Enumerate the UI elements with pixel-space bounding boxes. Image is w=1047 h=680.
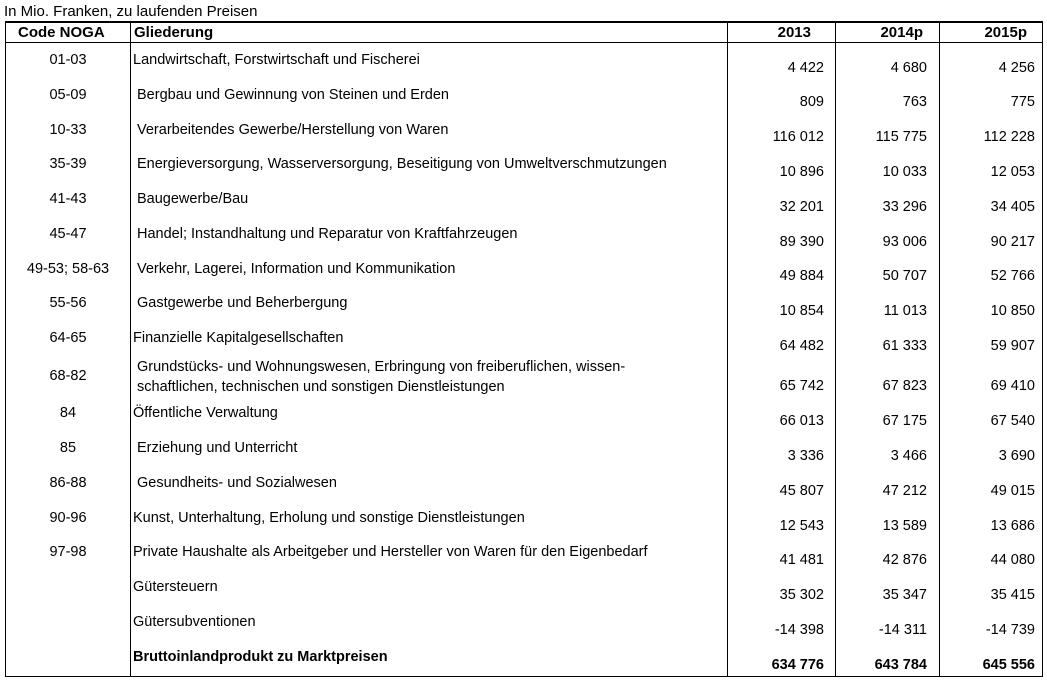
row-label: Private Haushalte als Arbeitgeber und Hersteller von Waren für den Eigenbedarf [133, 544, 648, 560]
row-code: 97-98 [49, 544, 87, 560]
row-label: Baugewerbe/Bau [137, 191, 249, 207]
value-2014: 93 006 [882, 234, 927, 250]
row-code: 68-82 [49, 368, 87, 384]
row-label: Gastgewerbe und Beherbergung [137, 295, 348, 311]
value-2015: 69 410 [990, 378, 1035, 394]
value-2015: 3 690 [998, 448, 1035, 464]
value-2014: 13 589 [882, 518, 927, 534]
row-label: Gütersteuern [133, 579, 218, 595]
row-code: 55-56 [49, 295, 87, 311]
value-2015: 59 907 [990, 338, 1035, 354]
value-2015: 44 080 [990, 552, 1035, 568]
row-label: Verarbeitendes Gewerbe/Herstellung von Waren [137, 122, 449, 138]
header-gliederung: Gliederung [134, 24, 214, 41]
value-2013: 89 390 [779, 234, 824, 250]
header-2015p: 2015p [984, 24, 1027, 41]
row-code: 64-65 [49, 330, 87, 346]
header-2014p: 2014p [880, 24, 923, 41]
value-2014: 3 466 [890, 448, 927, 464]
row-code: 01-03 [49, 52, 87, 68]
value-2013: 65 742 [779, 378, 824, 394]
value-2015: 4 256 [998, 60, 1035, 76]
value-2015: 52 766 [990, 268, 1035, 284]
value-2014: 47 212 [882, 483, 927, 499]
value-2014: 67 823 [882, 378, 927, 394]
row-code: 90-96 [49, 510, 87, 526]
value-2015: 112 228 [983, 129, 1035, 145]
row-label: Erziehung und Unterricht [137, 440, 298, 456]
value-2013: 4 422 [787, 60, 824, 76]
value-2015: 34 405 [990, 199, 1035, 215]
row-label: Kunst, Unterhaltung, Erholung und sonstige Dienstleistungen [133, 510, 525, 526]
table-header [6, 21, 1042, 43]
value-2013: 32 201 [779, 199, 824, 215]
value-2014: 115 775 [875, 129, 927, 145]
value-2015: 13 686 [990, 518, 1035, 534]
value-2014: 4 680 [890, 60, 927, 76]
row-code: 45-47 [49, 226, 87, 242]
value-2013: 809 [799, 94, 824, 110]
value-2015: -14 739 [985, 622, 1035, 638]
value-2014: 33 296 [882, 199, 927, 215]
value-2014: 11 013 [883, 303, 927, 319]
value-2013: 45 807 [779, 483, 824, 499]
gdp-table [5, 21, 1043, 677]
header-2013: 2013 [777, 24, 811, 41]
row-code: 10-33 [49, 122, 87, 138]
row-label: Handel; Instandhaltung und Reparatur von Kraftfahrzeugen [137, 226, 518, 242]
row-code: 35-39 [49, 156, 87, 172]
row-label: Bergbau und Gewinnung von Steinen und Erden [137, 87, 449, 103]
value-2014: 50 707 [882, 268, 927, 284]
value-2014: 61 333 [882, 338, 927, 354]
table-caption: In Mio. Franken, zu laufenden Preisen [4, 3, 258, 20]
value-2013: 66 013 [779, 413, 824, 429]
header-code-noga: Code NOGA [18, 24, 105, 41]
value-2014: 10 033 [882, 164, 927, 180]
row-code: 84 [59, 405, 77, 421]
value-2013: 12 543 [779, 518, 824, 534]
row-code: 85 [59, 440, 77, 456]
total-2013: 634 776 [771, 657, 824, 673]
value-2015: 10 850 [990, 303, 1035, 319]
total-2014: 643 784 [874, 657, 927, 673]
row-label: Energieversorgung, Wasserversorgung, Beseitigung von Umweltverschmutzungen [137, 156, 667, 172]
value-2013: -14 398 [774, 622, 824, 638]
value-2014: -14 311 [878, 622, 927, 638]
row-label: Landwirtschaft, Forstwirtschaft und Fischerei [133, 52, 420, 68]
row-label: Gütersubventionen [133, 614, 256, 630]
value-2015: 49 015 [990, 483, 1035, 499]
value-2013: 35 302 [779, 587, 824, 603]
value-2015: 775 [1010, 94, 1035, 110]
value-2013: 116 012 [772, 129, 824, 145]
row-code: 05-09 [49, 87, 87, 103]
value-2013: 41 481 [779, 552, 824, 568]
value-2015: 35 415 [990, 587, 1035, 603]
row-label-line-2: schaftlichen, technischen und sonstigen Dienstleistungen [137, 379, 505, 395]
row-code: 86-88 [49, 475, 87, 491]
value-2013: 10 896 [779, 164, 824, 180]
value-2014: 67 175 [882, 413, 927, 429]
value-2013: 49 884 [779, 268, 824, 284]
value-2014: 42 876 [882, 552, 927, 568]
row-label: Finanzielle Kapitalgesellschaften [133, 330, 344, 346]
row-label-line-1: Grundstücks- und Wohnungswesen, Erbringung von freiberuflichen, wissen- [137, 359, 626, 375]
total-2015: 645 556 [982, 657, 1035, 673]
value-2013: 3 336 [787, 448, 824, 464]
total-label: Bruttoinlandprodukt zu Marktpreisen [133, 649, 388, 665]
value-2013: 10 854 [779, 303, 824, 319]
row-code: 41-43 [49, 191, 87, 207]
row-label: Verkehr, Lagerei, Information und Kommunikation [137, 261, 456, 277]
value-2014: 763 [902, 94, 927, 110]
value-2015: 67 540 [990, 413, 1035, 429]
row-label: Öffentliche Verwaltung [133, 405, 278, 421]
row-label: Gesundheits- und Sozialwesen [137, 475, 337, 491]
value-2014: 35 347 [882, 587, 927, 603]
column-divider [130, 21, 131, 676]
value-2015: 90 217 [990, 234, 1035, 250]
value-2013: 64 482 [779, 338, 824, 354]
row-code: 49-53; 58-63 [26, 261, 110, 277]
value-2015: 12 053 [990, 164, 1035, 180]
